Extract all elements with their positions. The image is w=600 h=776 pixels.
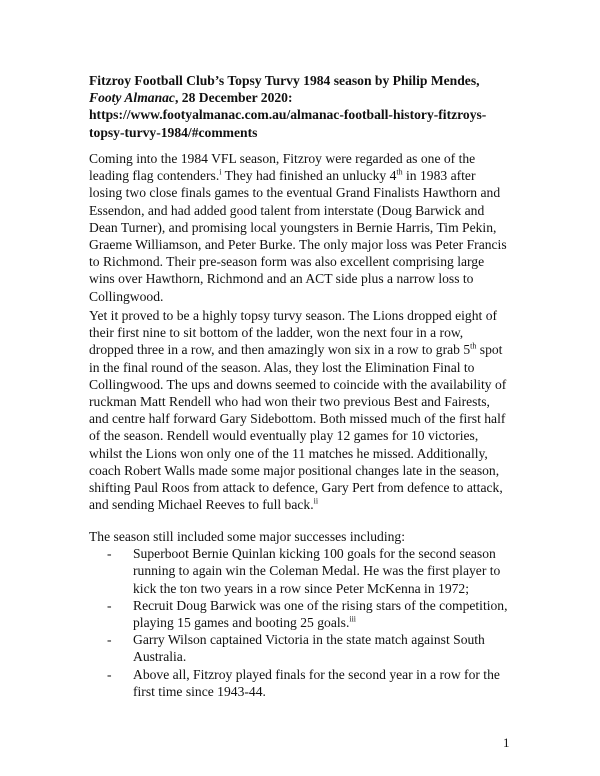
text-line: Recruit Doug Barwick was one of the rising stars of the competition, (133, 597, 508, 613)
heading-publication-line (89, 89, 559, 106)
text-run: and sending Michael Reeves to full back. (89, 497, 314, 513)
text-line: Garry Wilson captained Victoria in the state match against South (133, 632, 485, 648)
source-url-line-1[interactable]: https://www.footyalmanac.com.au/almanac-football-history-fitzroys- (89, 107, 487, 123)
text-line: in the final round of the season. Alas, they lost the Elimination Final to (89, 359, 475, 375)
text-line (133, 614, 539, 631)
text-line: first time since 1943-44. (133, 683, 266, 699)
publication-date: , 28 December 2020: (174, 90, 293, 106)
article-citation-heading (89, 72, 559, 141)
text-line: Graeme Williamson, and Peter Burke. The only major loss was Peter Francis (89, 237, 507, 253)
text-line: whilst the Lions won only one of the 11 matches he missed. Additionally, (89, 445, 488, 461)
dash-bullet: - (107, 597, 112, 613)
paragraph-intro (89, 150, 539, 305)
text-line: coach Robert Walls made some major positional changes late in the season, (89, 462, 500, 478)
list-item (107, 545, 539, 597)
text-line: Yet it proved to be a highly topsy turvy season. The Lions dropped eight of (89, 308, 498, 323)
text-run: playing 15 games and booting 25 goals. (133, 615, 350, 631)
text-line: Superboot Bernie Quinlan kicking 100 goals for the second season (133, 546, 496, 562)
text-run: dropped three in a row, and then amazingly won six in a row to grab 5 (89, 342, 471, 358)
text-run: spot (476, 342, 503, 358)
ordinal-suffix: th (396, 167, 403, 177)
text-line: Coming into the 1984 VFL season, Fitzroy were regarded as one of the (89, 151, 476, 166)
endnote-marker[interactable]: i (219, 167, 222, 177)
endnote-marker[interactable]: ii (313, 496, 319, 506)
list-intro: The season still included some major successes including: (89, 529, 405, 544)
text-run: They had finished an unlucky 4 (221, 168, 397, 184)
paragraph-season-summary (89, 307, 539, 513)
text-line (89, 341, 539, 358)
dash-bullet: - (107, 546, 112, 562)
publication-name: Footy Almanac (89, 90, 175, 106)
text-line: losing two close finals games to the eventual Grand Finalists Hawthorn and (89, 185, 501, 201)
text-line: ruckman Matt Rendell who had won their two previous Best and Fairests, (89, 394, 490, 410)
text-line: Above all, Fitzroy played finals for the second year in a row for the (133, 666, 500, 682)
text-line: Essendon, and had added good talent from interstate (Doug Barwick and (89, 202, 485, 218)
list-item (107, 597, 539, 631)
dash-bullet: - (107, 666, 112, 682)
text-line: to Richmond. Their pre-season form was also excellent comprising large (89, 254, 485, 270)
text-line: Dean Turner), and promising local youngsters in Bernie Harris, Tim Pekin, (89, 219, 497, 235)
text-line: Collingwood. (89, 288, 164, 304)
dash-bullet: - (107, 632, 112, 648)
list-item (107, 666, 539, 700)
ordinal-suffix: th (470, 341, 477, 351)
text-run: in 1983 after (402, 168, 476, 184)
text-line: kick the ton two years in a row since Peter McKenna in 1972; (133, 580, 469, 596)
text-line: and centre half forward Gary Sidebottom. Both missed much of the first half (89, 411, 506, 427)
list-item (107, 631, 539, 665)
text-line: Collingwood. The ups and downs seemed to coincide with the availability of (89, 376, 507, 392)
page-number: 1 (503, 735, 510, 750)
text-line (89, 496, 539, 513)
source-url-line-2[interactable]: topsy-turvy-1984/#comments (89, 124, 258, 140)
text-line: shifting Paul Roos from attack to defence, Gary Pert from defence to attack, (89, 480, 503, 496)
text-line (89, 167, 539, 184)
text-line: running to again win the Coleman Medal. He was the first player to (133, 563, 501, 579)
text-line: their first nine to sit bottom of the ladder, won the next four in a row, (89, 325, 464, 341)
text-line: wins over Hawthorn, Richmond and an ACT side plus a narrow loss to (89, 271, 474, 287)
heading-title-line: Fitzroy Football Club’s Topsy Turvy 1984 season by Philip Mendes, (89, 73, 480, 88)
endnote-marker[interactable]: iii (349, 614, 357, 624)
successes-section (89, 528, 539, 700)
text-line: Australia. (133, 649, 187, 665)
text-run: leading flag contenders. (89, 168, 220, 184)
text-line: of the season. Rendell would eventually play 12 games for 10 victories, (89, 428, 479, 444)
